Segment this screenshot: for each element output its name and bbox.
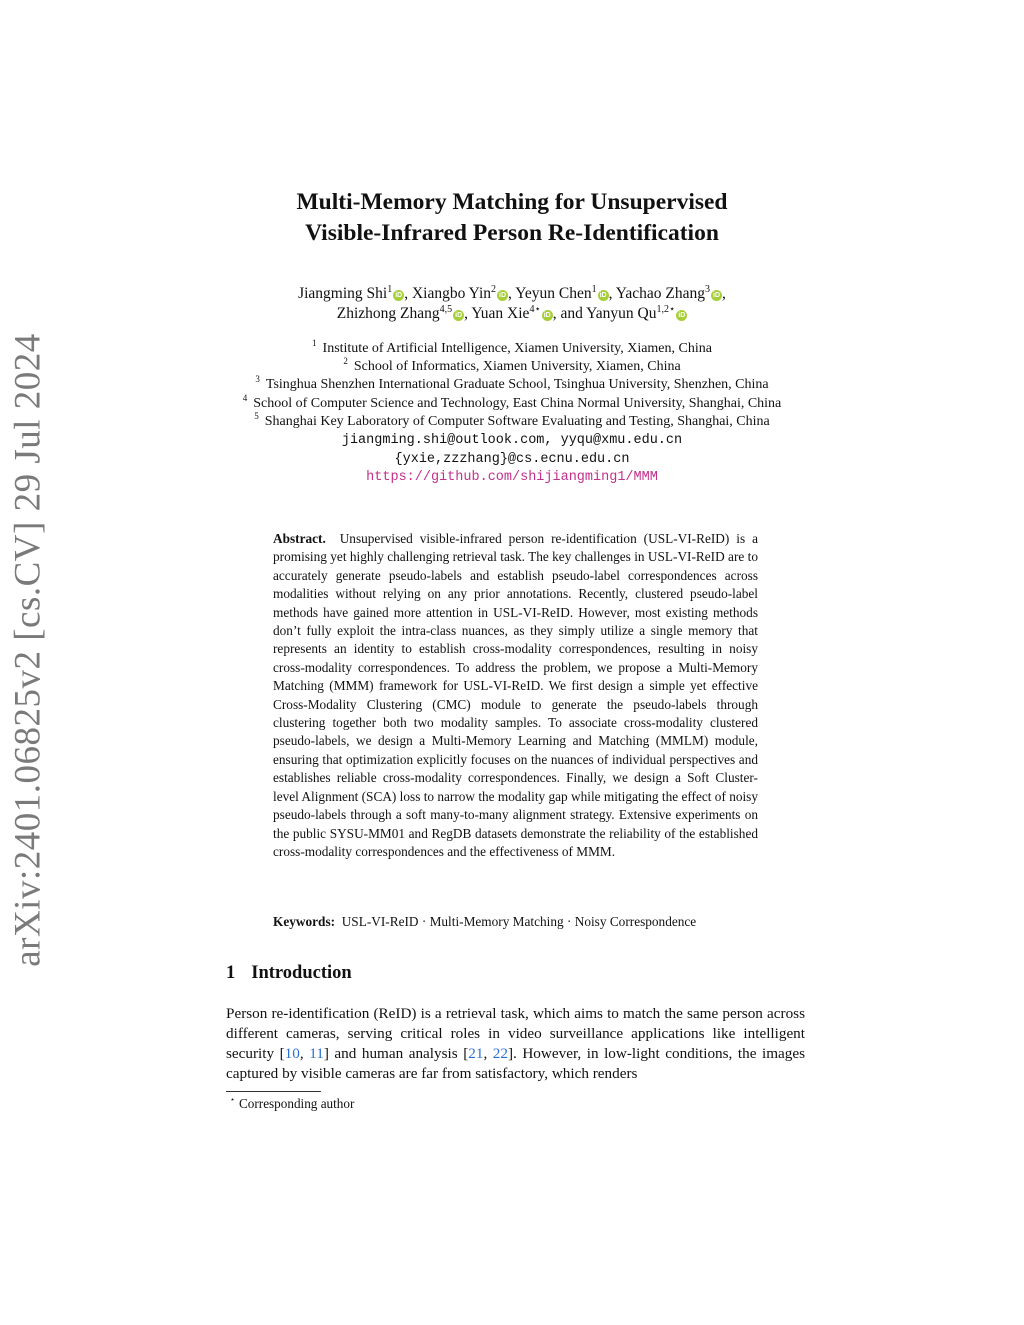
email-line-2: {yxie,zzzhang}@cs.ecnu.edu.cn: [394, 452, 630, 467]
affiliation-text: School of Computer Science and Technology, East China Normal University, Shanghai, China: [253, 396, 782, 411]
affiliation-number: 4: [242, 393, 248, 403]
and-word: and: [560, 305, 583, 322]
affiliation-number: 2: [343, 356, 348, 366]
orcid-icon[interactable]: iD: [543, 312, 551, 319]
author-affil: 4⋆: [529, 304, 541, 315]
author-name: Yanyun Qu: [586, 305, 657, 322]
affiliation-2: [0, 357, 1024, 376]
affiliation-1: [0, 339, 1024, 358]
author-name: Zhizhong Zhang: [336, 305, 440, 322]
arxiv-identifier-text: arXiv:2401.06825v2 [cs.CV] 29 Jul 2024: [7, 333, 49, 967]
intro-paragraph: Person re-identification (ReID) is a retrieval task, which aims to match the same person across different cameras, serving critical roles in video surveillance applications like intelligent security [10, 11] and human analysis [21, 22]. However, in low-light conditions, the images captured by visible cameras are far from satisfactory, which renders: [226, 1005, 805, 1082]
affiliation-text: School of Informatics, Xiamen University, Xiamen, China: [353, 359, 681, 374]
footnote-text: Corresponding author: [239, 1096, 355, 1111]
affiliation-text: Institute of Artificial Intelligence, Xiamen University, Xiamen, China: [322, 341, 712, 356]
footnote-rule: [226, 1091, 321, 1092]
affiliation-4: [0, 394, 1024, 413]
affiliation-5: [0, 412, 1024, 431]
abstract-text: Unsupervised visible-infrared person re-identification (USL-VI-ReID) is a promising yet highly challenging retrieval task. The key challenges in USL-VI-ReID are to accurately generate pseudo-labels and establish pseudo-label correspondences across modalities without relying on any prior annotations. Recently, clustered pseudo-label methods have gained more attention in USL-VI-ReID. However, most existing methods don’t fully exploit the intra-class nuances, as they simply utilize a single memory that represents an identity to establish cross-modality correspondences, resulting in noisy cross-modality correspondences. To address the problem, we propose a Multi-Memory Matching (MMM) framework for USL-VI-ReID. We first design a simple yet effective Cross-Modality Clustering (CMC) module to generate the pseudo-labels through clustering together both two modality samples. To associate cross-modality clustered pseudo-labels, we design a Multi-Memory Learning and Matching (MMLM) module, ensuring that optimization explicitly focuses on the nuances of individual perspectives and establishes reliable cross-modality correspondences. Finally, we design a Soft Cluster-level Alignment (SCA) loss to narrow the modality gap while mitigating the effect of noisy pseudo-labels through a soft many-to-many alignment strategy. Extensive experiments on the public SYSU-MM01 and RegDB datasets demonstrate the reliability of the established cross-modality correspondences and the effectiveness of MMM.: [273, 531, 759, 859]
abstract: [273, 530, 758, 861]
authors-line-2: Zhizhong Zhang$^{4,5}$iD , Yuan Xie$^{4⋆}$iD , and Yanyun $Qu^{1,2⋆}iD$: [336, 304, 686, 322]
affiliation-text: Tsinghua Shenzhen International Graduate School, Tsinghua University, Shenzhen, China: [265, 377, 769, 392]
author-affil: 1: [591, 284, 597, 295]
intro-text: ]. However, in low-light conditions, the images captured by visible cameras are far from satisfactory, which renders: [226, 1045, 805, 1082]
author-affil: 1: [387, 284, 393, 295]
section-heading: [226, 963, 352, 984]
repo-link[interactable]: https://github.com/shijiangming1/MMM: [366, 470, 658, 485]
orcid-icon[interactable]: iD: [499, 292, 507, 299]
citation-link[interactable]: 11: [309, 1045, 324, 1062]
keywords-label: Keywords:: [273, 914, 336, 929]
author-name: Yuan Xie: [471, 305, 530, 322]
author-name: Yachao Zhang: [615, 285, 706, 302]
section-title: Introduction: [251, 963, 352, 983]
affiliation-number: 5: [254, 411, 259, 421]
orcid-icon[interactable]: iD: [455, 312, 463, 319]
author-affil: 4,5: [439, 304, 453, 315]
author-affil: 1,2⋆: [656, 304, 676, 315]
paper-title-line-2: Visible-Infrared Person Re-Identification: [305, 220, 719, 246]
citation-link[interactable]: 10: [284, 1045, 300, 1062]
author-affil: 2: [491, 284, 497, 295]
paper-title-line-1: Multi-Memory Matching for Unsupervised: [296, 189, 728, 215]
footnote: [230, 1096, 354, 1112]
authors-line-1: Jiangming Shi$^1$iD , Xiangbo Yin$^2$iD , Yeyun Chen$^1$iD , Yachao Zhang$^3$iD ,: [298, 284, 726, 302]
intro-text: Person re-identification (ReID) is a retrieval task, which aims to match the same person across different cameras, serving critical roles in video surveillance applications like intelligent security [: [226, 1005, 805, 1062]
citation-link[interactable]: 22: [492, 1045, 508, 1062]
affiliation-text: Shanghai Key Laboratory of Computer Software Evaluating and Testing, Shanghai, China: [264, 414, 770, 429]
author-name: Jiangming Shi: [298, 285, 388, 302]
citation-link[interactable]: 21: [468, 1045, 484, 1062]
footnote-mark: ⋆: [230, 1095, 236, 1104]
author-affil: 3: [705, 284, 711, 295]
orcid-icon[interactable]: iD: [599, 292, 607, 299]
orcid-icon[interactable]: iD: [678, 312, 686, 319]
orcid-icon[interactable]: iD: [395, 292, 403, 299]
section-number: 1: [226, 963, 236, 983]
intro-text: ] and human analysis [: [323, 1045, 469, 1062]
abstract-label: Abstract.: [273, 531, 326, 546]
author-name: Yeyun Chen: [515, 285, 592, 302]
keywords-text: USL-VI-ReID · Multi-Memory Matching · Noisy Correspondence: [341, 914, 697, 929]
author-name: Xiangbo Yin: [411, 285, 492, 302]
affiliation-number: 1: [312, 338, 317, 348]
affiliation-number: 3: [255, 374, 260, 384]
keywords: [273, 913, 758, 931]
affiliation-3: [0, 375, 1024, 394]
orcid-icon[interactable]: iD: [713, 292, 721, 299]
email-line-1: jiangming.shi@outlook.com, yyqu@xmu.edu.cn: [341, 433, 683, 448]
